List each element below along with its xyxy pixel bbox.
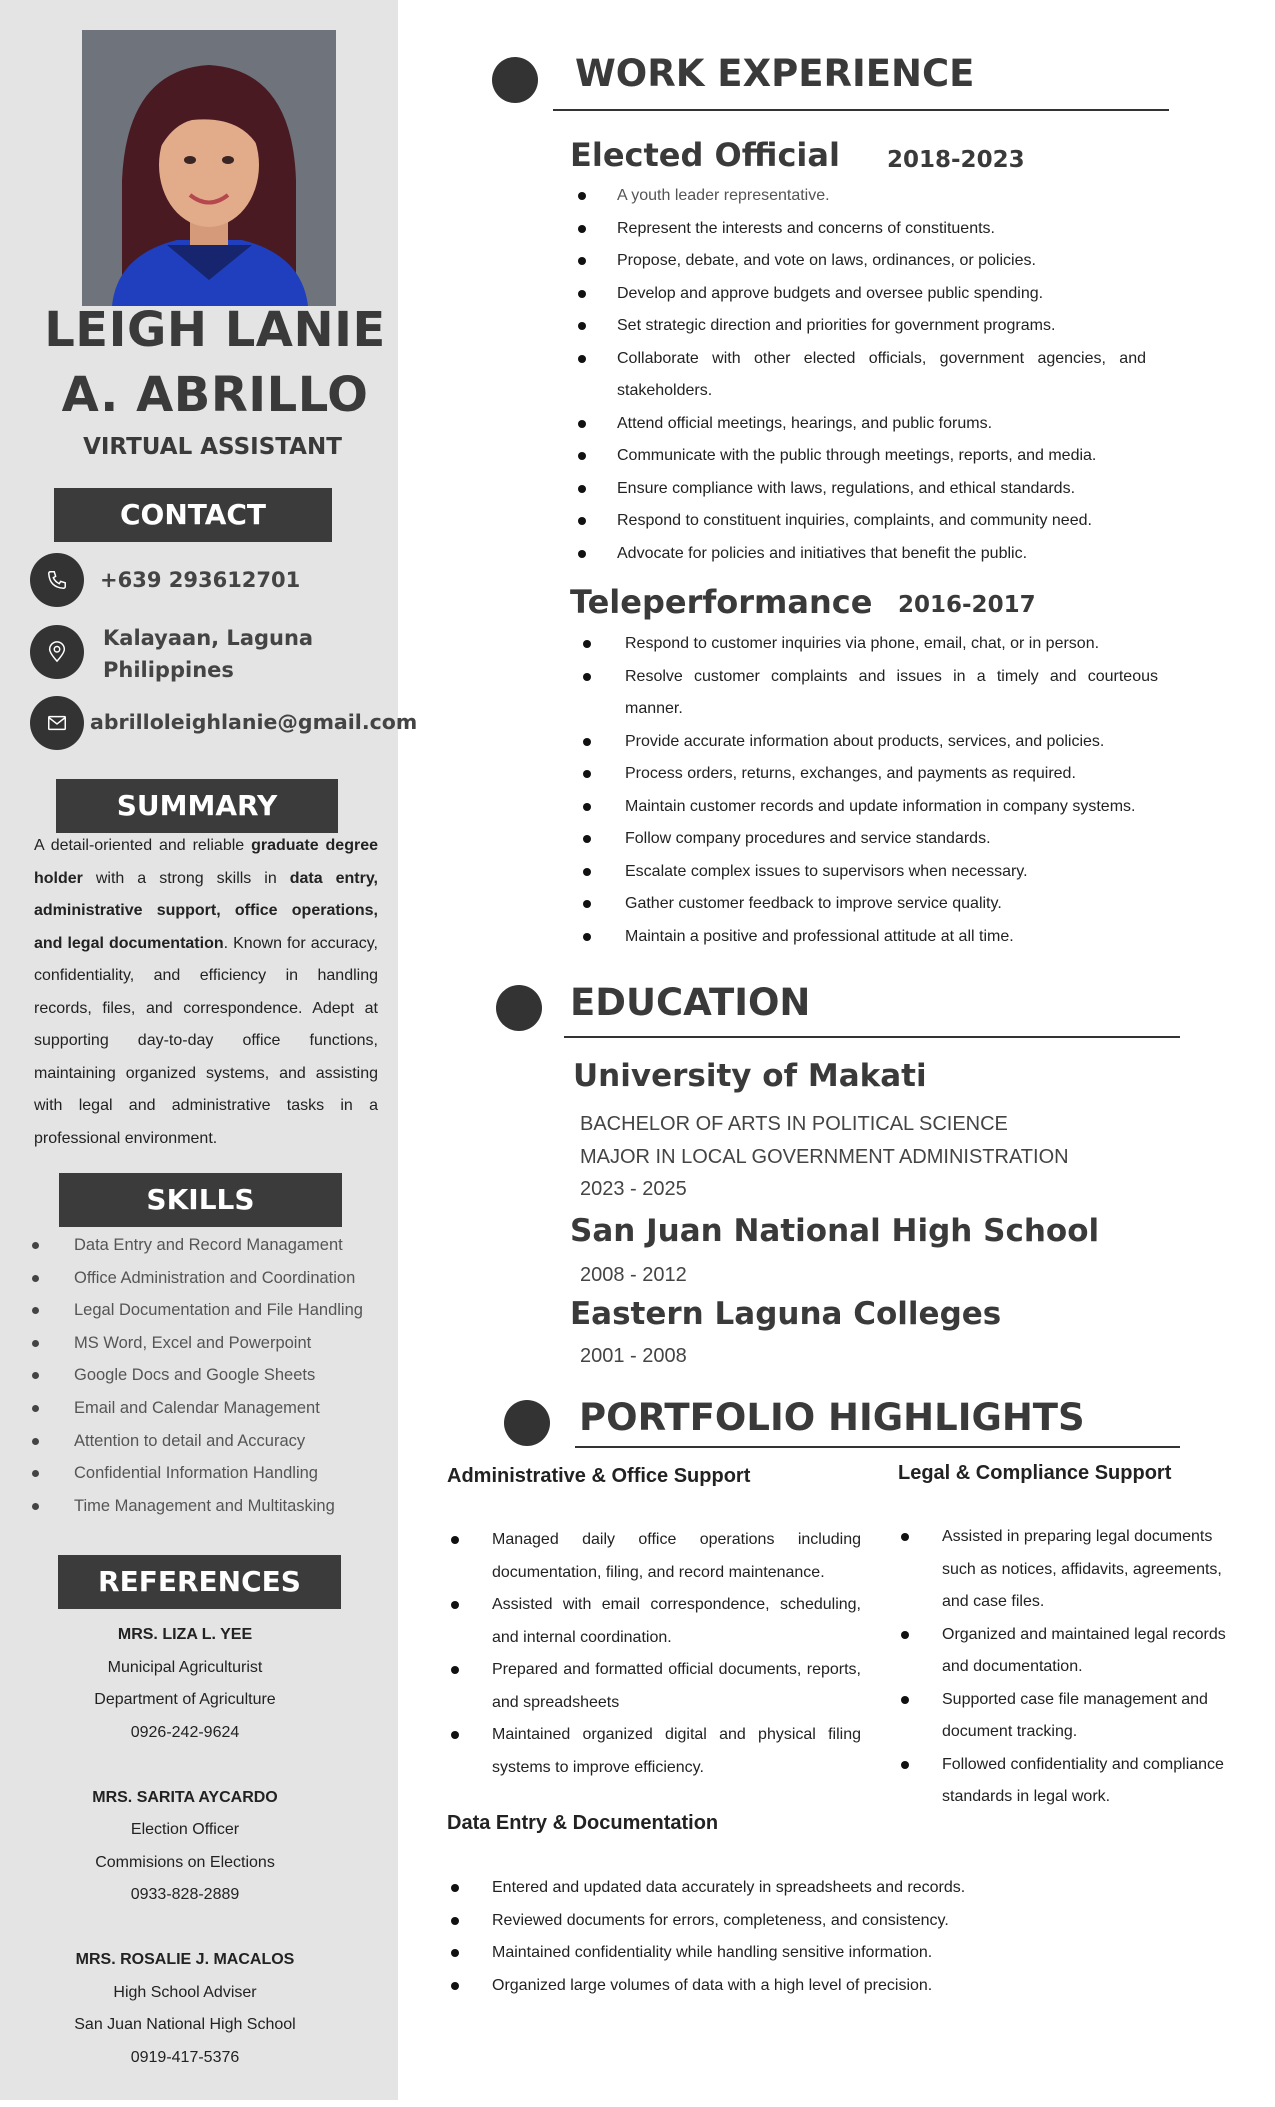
- section-marker: [504, 1400, 550, 1446]
- duty-item: Follow company procedures and service standards.: [583, 823, 1158, 856]
- portfolio-bullets: [448, 1524, 861, 1784]
- portfolio-item: Prepared and formatted official documents, reports, and spreadsheets: [448, 1654, 861, 1719]
- section-marker: [496, 985, 542, 1031]
- portfolio-bullets: [448, 1872, 970, 2002]
- duty-item: Collaborate with other elected officials, government agencies, and stakeholders.: [578, 343, 1146, 408]
- skill-item: Legal Documentation and File Handling: [28, 1294, 363, 1327]
- skills-heading: SKILLS: [59, 1173, 342, 1227]
- portfolio-item: Organized and maintained legal records and documentation.: [898, 1619, 1243, 1684]
- job-role: VIRTUAL ASSISTANT: [83, 434, 342, 460]
- school-name: San Juan National High School: [570, 1213, 1100, 1249]
- section-marker: [492, 57, 538, 103]
- contact-email[interactable]: abrilloleighlanie@gmail.com: [90, 710, 418, 734]
- portfolio-item: Maintained organized digital and physical filing systems to improve efficiency.: [448, 1719, 861, 1784]
- portfolio-item: Followed confidentiality and compliance standards in legal work.: [898, 1749, 1243, 1814]
- skill-item: Google Docs and Google Sheets: [28, 1359, 363, 1392]
- references-list: [0, 1619, 370, 2107]
- duty-item: Set strategic direction and priorities for government programs.: [578, 310, 1146, 343]
- email-icon: [30, 696, 84, 750]
- summary-part-bold: data entry, administrative support, office operations, and legal documentation: [34, 869, 378, 952]
- portfolio-category-title: Data Entry & Documentation: [447, 1812, 719, 1834]
- reference-entry: [0, 1619, 370, 1749]
- duty-item: Process orders, returns, exchanges, and payments as required.: [583, 758, 1158, 791]
- contact-heading: CONTACT: [54, 488, 332, 542]
- duty-item: Maintain a positive and professional attitude at all time.: [583, 921, 1158, 947]
- degree-line: BACHELOR OF ARTS IN POLITICAL SCIENCE: [580, 1113, 1008, 1135]
- name-line-2: A. ABRILLO: [61, 367, 369, 423]
- address-line-1: Kalayaan, Laguna: [103, 626, 314, 650]
- skill-item: Data Entry and Record Managament: [28, 1229, 363, 1262]
- portfolio-bullets: [898, 1521, 1243, 1814]
- summary-part: . Known for accuracy, confidentiality, and efficiency in handling records, files, and correspondence. Adept at supporting day-to-day office functions, maintaining organized systems, and assisting with legal and administrative tasks in a professional environment.: [34, 934, 379, 1147]
- summary-part: with a strong skills in: [82, 869, 290, 887]
- reference-org: Department of Agriculture: [94, 1691, 276, 1708]
- contact-address: [103, 622, 313, 686]
- duty-item: Resolve customer complaints and issues in a timely and courteous manner.: [583, 661, 1158, 726]
- reference-entry: [0, 1944, 370, 2074]
- address-line-2: Philippines: [103, 658, 234, 682]
- school-years: 2001 - 2008: [580, 1345, 687, 1367]
- duty-item: Attend official meetings, hearings, and public forums.: [578, 408, 1146, 441]
- portfolio-category-title: Legal & Compliance Support: [898, 1462, 1172, 1484]
- skill-item: Email and Calendar Management: [28, 1392, 363, 1425]
- portfolio-heading: PORTFOLIO HIGHLIGHTS: [579, 1396, 1085, 1439]
- reference-title: High School Adviser: [113, 1983, 257, 2001]
- duty-item: A youth leader representative.: [578, 180, 1146, 213]
- duty-item: Ensure compliance with laws, regulations, and ethical standards.: [578, 473, 1146, 506]
- location-pin-icon: [30, 625, 84, 679]
- duty-item: Maintain customer records and update information in company systems.: [583, 791, 1158, 824]
- reference-name: MRS. LIZA L. YEE: [117, 1626, 253, 1643]
- reference-phone: 0926-242-9624: [130, 1723, 240, 1741]
- school-name: University of Makati: [573, 1058, 927, 1094]
- skill-item: Attention to detail and Accuracy: [28, 1425, 363, 1458]
- duty-item: Advocate for policies and initiatives that benefit the public.: [578, 538, 1146, 571]
- years-line: 2023 - 2025: [580, 1178, 687, 1200]
- reference-name: MRS. ROSALIE J. MACALOS: [75, 1951, 295, 1968]
- reference-org: San Juan National High School: [74, 2016, 296, 2033]
- skill-item: Confidential Information Handling: [28, 1457, 363, 1490]
- portfolio-item: Reviewed documents for errors, completeness, and consistency.: [448, 1905, 970, 1938]
- job-years: 2016-2017: [898, 592, 1036, 618]
- contact-phone: +639 293612701: [100, 568, 301, 592]
- portfolio-item: Managed daily office operations including documentation, filing, and record maintenance.: [448, 1524, 861, 1589]
- skills-list: [28, 1229, 363, 1522]
- summary-part-bold: graduate degree holder: [34, 837, 378, 887]
- reference-entry: [0, 1782, 370, 1912]
- skill-item: Time Management and Multitasking: [28, 1490, 363, 1523]
- work-heading: WORK EXPERIENCE: [575, 52, 975, 95]
- portfolio-item: Assisted with email correspondence, scheduling, and internal coordination.: [448, 1589, 861, 1654]
- references-heading: REFERENCES: [58, 1555, 341, 1609]
- portfolio-item: Maintained confidentiality while handling sensitive information.: [448, 1937, 970, 1970]
- portfolio-category-title: Administrative & Office Support: [447, 1465, 751, 1487]
- reference-title: Municipal Agriculturist: [107, 1658, 263, 1676]
- section-divider: [575, 1446, 1180, 1448]
- name-line-1: LEIGH LANIE: [44, 302, 386, 358]
- summary-text: [34, 830, 378, 1155]
- reference-org: Commisions on Elections: [95, 1853, 275, 1871]
- portfolio-item: Organized large volumes of data with a high level of precision.: [448, 1970, 970, 2003]
- skill-item: Office Administration and Coordination: [28, 1262, 363, 1295]
- reference-title: Election Officer: [130, 1821, 240, 1838]
- job-years: 2018-2023: [887, 147, 1025, 173]
- section-divider: [553, 109, 1169, 111]
- portfolio-item: Assisted in preparing legal documents such as notices, affidavits, agreements, and case files.: [898, 1521, 1243, 1619]
- phone-icon: [30, 553, 84, 607]
- portfolio-item: Entered and updated data accurately in spreadsheets and records.: [448, 1872, 970, 1905]
- summary-part: A detail-oriented and reliable: [34, 837, 252, 854]
- duty-item: Provide accurate information about products, services, and policies.: [583, 726, 1158, 759]
- profile-photo: [82, 30, 336, 306]
- reference-phone: 0919-417-5376: [130, 2048, 240, 2066]
- duty-item: Communicate with the public through meetings, reports, and media.: [578, 440, 1146, 473]
- duty-item: Represent the interests and concerns of constituents.: [578, 213, 1146, 246]
- duty-item: Respond to constituent inquiries, complaints, and community need.: [578, 505, 1146, 538]
- duty-item: Gather customer feedback to improve service quality.: [583, 888, 1158, 921]
- skill-item: MS Word, Excel and Powerpoint: [28, 1327, 363, 1360]
- education-heading: EDUCATION: [570, 981, 811, 1024]
- job-title: Teleperformance: [570, 583, 873, 621]
- section-divider: [564, 1036, 1180, 1038]
- school-details: [580, 1108, 1069, 1206]
- summary-heading: SUMMARY: [56, 779, 338, 833]
- reference-phone: 0933-828-2889: [130, 1886, 240, 1903]
- duty-item: Respond to customer inquiries via phone, email, chat, or in person.: [583, 628, 1158, 661]
- major-line: MAJOR IN LOCAL GOVERNMENT ADMINISTRATION: [580, 1145, 1069, 1168]
- school-years: 2008 - 2012: [580, 1264, 687, 1286]
- reference-name: MRS. SARITA AYCARDO: [92, 1788, 278, 1806]
- duty-item: Develop and approve budgets and oversee public spending.: [578, 278, 1146, 311]
- duty-item: Propose, debate, and vote on laws, ordinances, or policies.: [578, 245, 1146, 278]
- duty-item: Escalate complex issues to supervisors when necessary.: [583, 856, 1158, 889]
- school-name: Eastern Laguna Colleges: [570, 1296, 1002, 1332]
- job-title: Elected Official: [570, 136, 840, 174]
- job-duties-list: [583, 628, 1158, 946]
- job-duties-list: [578, 180, 1146, 570]
- portfolio-item: Supported case file management and document tracking.: [898, 1684, 1243, 1749]
